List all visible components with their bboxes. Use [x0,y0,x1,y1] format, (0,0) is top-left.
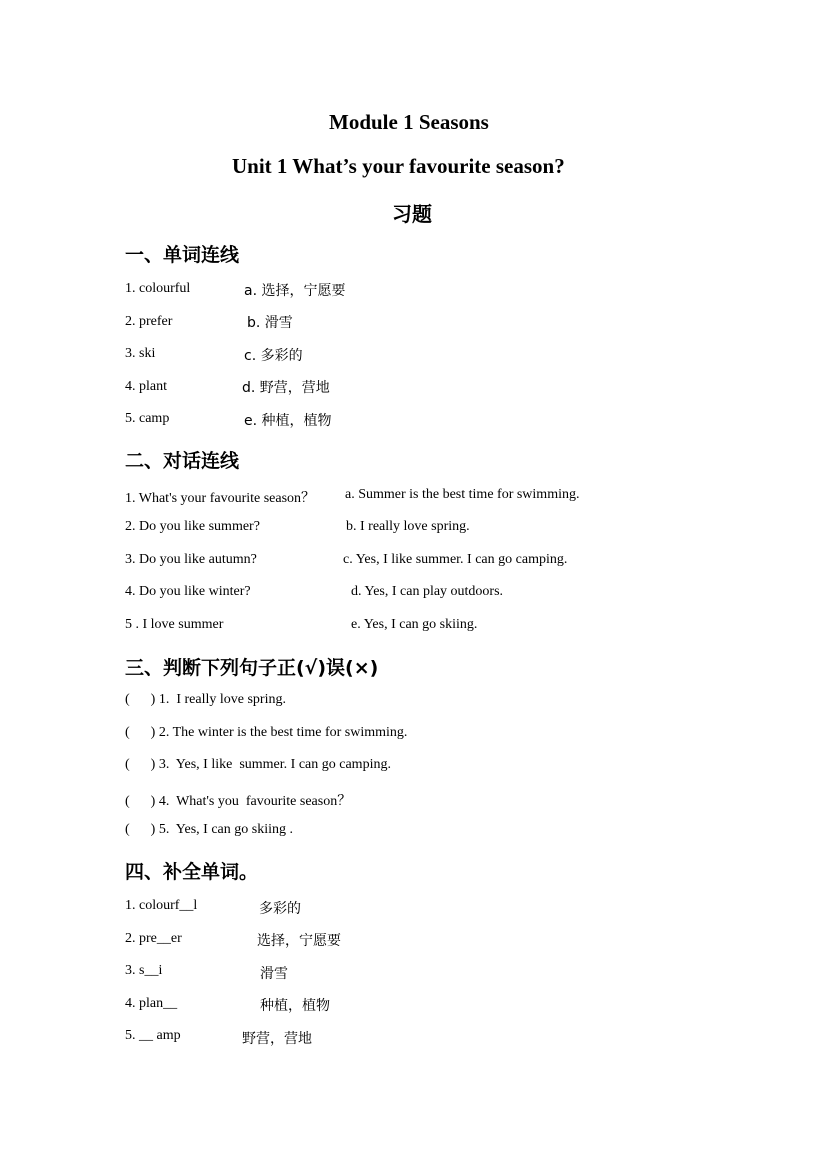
exercise-title: 习题 [392,202,432,226]
s2-right-b: b. I really love spring. [346,519,470,534]
s3-item-2: ( ) 2. The winter is the best time for swimming. [125,725,408,740]
s2-right-d: d. Yes, I can play outdoors. [351,584,504,599]
module-title: Module 1 Seasons [329,110,489,134]
s1-left-3: 3. ski [125,346,156,361]
s3-item-5: ( ) 5. Yes, I can go skiing . [125,822,293,837]
s1-right-b: b. 滑雪 [247,315,293,331]
s1-right-a: a. 选择，宁愿要 [244,283,346,299]
s2-left-3: 3. Do you like autumn? [125,552,257,567]
s1-right-d: d. 野营，营地 [242,380,330,396]
s2-right-c: c. Yes, I like summer. I can go camping. [343,552,568,567]
s4-right-4: 种植，植物 [260,998,330,1014]
s1-left-1: 1. colourful [125,281,191,296]
section3-heading: 三、判断下列句子正(√)误(×) [125,657,379,679]
section2-heading: 二、对话连线 [125,450,240,472]
s1-right-e: e. 种植，植物 [244,413,332,429]
s2-right-e: e. Yes, I can go skiing. [351,617,478,632]
s4-right-5: 野营，营地 [242,1031,312,1047]
s1-left-4: 4. plant [125,379,167,394]
s2-left-2: 2. Do you like summer? [125,519,260,534]
s3-item-1: ( ) 1. I really love spring. [125,692,286,707]
s4-left-5: 5. __ amp [125,1028,181,1043]
s4-left-1: 1. colourf__l [125,898,198,913]
s3-item-3: ( ) 3. Yes, I like summer. I can go camping. [125,757,391,772]
s4-right-1: 多彩的 [259,901,301,917]
s4-left-3: 3. s__i [125,963,163,978]
s2-left-1: 1. What's your favourite season？ [125,491,316,506]
s4-left-4: 4. plan__ [125,996,178,1011]
s2-left-5: 5 . I love summer [125,617,224,632]
s3-item-4: ( ) 4. What's you favourite season？ [125,794,352,809]
s2-left-4: 4. Do you like winter? [125,584,251,599]
s1-left-5: 5. camp [125,411,170,426]
section1-heading: 一、单词连线 [125,244,240,266]
s1-right-c: c. 多彩的 [244,348,303,364]
s4-right-2: 选择，宁愿要 [257,933,341,949]
s4-right-3: 滑雪 [260,966,288,982]
section4-heading: 四、补全单词。 [125,861,259,883]
s4-left-2: 2. pre__er [125,931,182,946]
s1-left-2: 2. prefer [125,314,173,329]
s2-right-a: a. Summer is the best time for swimming. [345,487,580,502]
unit-title: Unit 1 What’s your favourite season? [232,154,565,178]
